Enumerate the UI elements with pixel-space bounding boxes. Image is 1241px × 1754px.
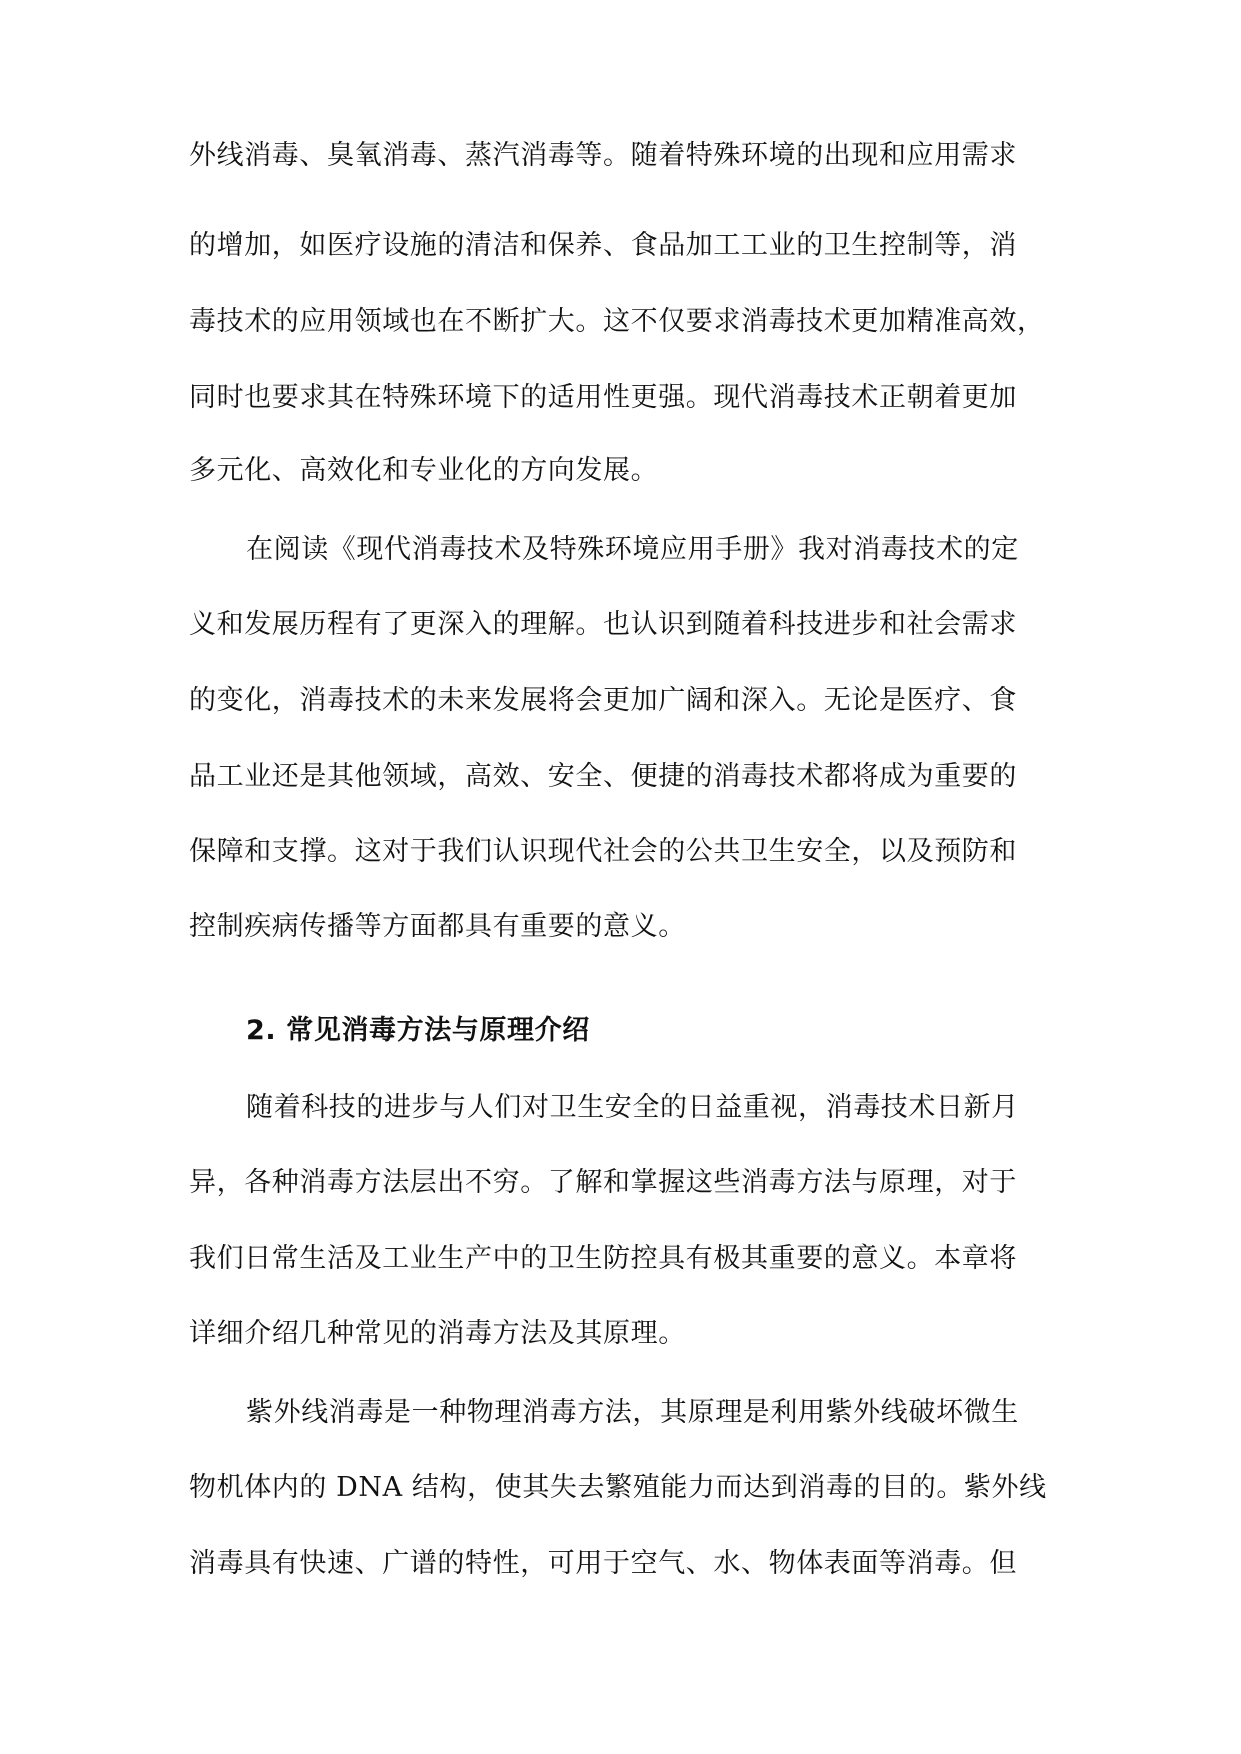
paragraph-line: 在阅读《现代消毒技术及特殊环境应用手册》我对消毒技术的定: [246, 534, 1019, 565]
paragraph-line: 我们日常生活及工业生产中的卫生防控具有极其重要的意义。本章将: [189, 1243, 1017, 1274]
section-heading: 2. 常见消毒方法与原理介绍: [246, 1015, 590, 1046]
paragraph-line: 的变化，消毒技术的未来发展将会更加广阔和深入。无论是医疗、食: [189, 685, 1017, 716]
paragraph-line: 控制疾病传播等方面都具有重要的意义。: [189, 911, 686, 942]
paragraph-line: 品工业还是其他领域，高效、安全、便捷的消毒技术都将成为重要的: [189, 761, 1017, 792]
paragraph-line: 毒技术的应用领域也在不断扩大。这不仅要求消毒技术更加精准高效，: [189, 306, 1045, 337]
paragraph-line: 异，各种消毒方法层出不穷。了解和掌握这些消毒方法与原理，对于: [189, 1167, 1017, 1198]
paragraph-line: 保障和支撑。这对于我们认识现代社会的公共卫生安全，以及预防和: [189, 836, 1017, 867]
paragraph-line: 物机体内的 DNA 结构，使其失去繁殖能力而达到消毒的目的。紫外线: [189, 1472, 1047, 1503]
paragraph-line: 消毒具有快速、广谱的特性，可用于空气、水、物体表面等消毒。但: [189, 1548, 1017, 1579]
paragraph-line: 同时也要求其在特殊环境下的适用性更强。现代消毒技术正朝着更加: [189, 382, 1017, 413]
paragraph-line: 随着科技的进步与人们对卫生安全的日益重视，消毒技术日新月: [246, 1092, 1019, 1123]
paragraph-line: 的增加，如医疗设施的清洁和保养、食品加工工业的卫生控制等，消: [189, 230, 1017, 261]
paragraph-line: 紫外线消毒是一种物理消毒方法，其原理是利用紫外线破坏微生: [246, 1397, 1019, 1428]
paragraph-line: 义和发展历程有了更深入的理解。也认识到随着科技进步和社会需求: [189, 609, 1017, 640]
paragraph-line: 多元化、高效化和专业化的方向发展。: [189, 455, 659, 486]
paragraph-line: 外线消毒、臭氧消毒、蒸汽消毒等。随着特殊环境的出现和应用需求: [189, 140, 1017, 171]
paragraph-line: 详细介绍几种常见的消毒方法及其原理。: [189, 1318, 686, 1349]
